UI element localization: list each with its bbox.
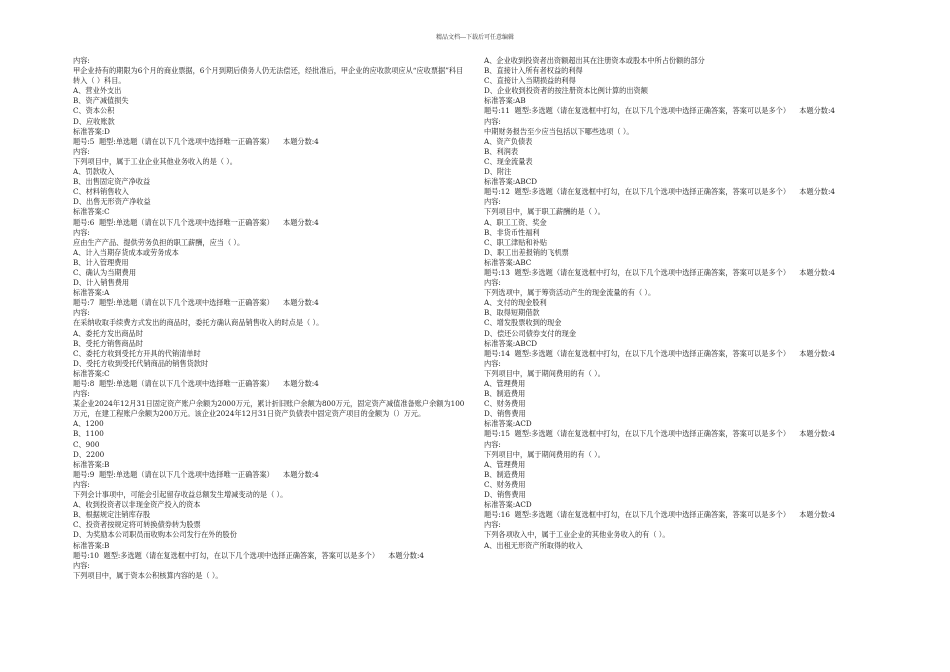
option-line: A、职工工资、奖金: [484, 217, 547, 227]
content-label: 内容:: [73, 479, 90, 489]
option-line: A、委托方发出商品时: [73, 328, 143, 338]
answer-key: 标准答案:ABCD: [484, 177, 538, 187]
left-column: [73, 56, 465, 581]
question-header: 题号:5 题型:单选题（请在以下几个选项中选择唯一正确答案） 本题分数:4: [73, 136, 319, 146]
answer-key: 标准答案:ABCD: [484, 338, 538, 348]
answer-key: 标准答案:B: [73, 540, 110, 550]
option-line: A、计入当期存货成本或劳务成本: [73, 247, 179, 257]
question-text: 甲企业持有的期限为6个月的商业票据，6个月到期后债务人仍无法偿还，经批准后，甲企业的应收款项应从“应收票据”科目转入（ ）科目。: [73, 66, 464, 86]
answer-key: 标准答案:A: [73, 288, 110, 298]
question-header: 题号:15 题型:多选题（请在复选框中打勾，在以下几个选项中选择正确答案，答案可以是多个） 本题分数:4: [484, 429, 835, 439]
content-label: 内容:: [73, 560, 90, 570]
option-line: D、附注: [484, 167, 512, 177]
content-label: 内容:: [484, 358, 501, 368]
option-line: C、资本公积: [73, 106, 115, 116]
option-line: D、出售无形资产净收益: [73, 197, 151, 207]
question-text: 应由生产产品、提供劳务负担的职工薪酬，应当（ ）。: [73, 237, 245, 247]
option-line: C、材料销售收入: [73, 187, 129, 197]
question-text: 下列选项中，属于筹资活动产生的现金流量的有（ ）。: [484, 288, 656, 298]
option-line: B、取得短期借款: [484, 308, 540, 318]
option-line: D、为奖励本公司职员而收购本公司发行在外的股份: [73, 530, 237, 540]
option-line: B、根据规定注销库存股: [73, 510, 151, 520]
question-header: 题号:12 题型:多选题（请在复选框中打勾，在以下几个选项中选择正确答案，答案可以是多个） 本题分数:4: [484, 187, 835, 197]
option-line: C、职工津贴和补贴: [484, 237, 548, 247]
option-line: D、2200: [73, 449, 105, 459]
content-label: 内容:: [73, 56, 90, 65]
option-line: A、资产负债表: [484, 136, 533, 146]
content-label: 内容:: [484, 439, 501, 449]
option-line: C、直接计入当期损益的利得: [484, 76, 576, 86]
option-line: C、委托方收到受托方开具的代销清单时: [73, 348, 201, 358]
option-line: B、受托方销售商品时: [73, 338, 143, 348]
question-header: 题号:13 题型:多选题（请在复选框中打勾，在以下几个选项中选择正确答案，答案可以是多个） 本题分数:4: [484, 267, 835, 277]
content-label: 内容:: [73, 146, 90, 156]
content-label: 内容:: [484, 197, 501, 207]
option-line: D、销售费用: [484, 490, 526, 500]
question-text: 下列项目中，属于资本公积核算内容的是（ ）。: [73, 570, 223, 580]
question-header: 题号:11 题型:多选题（请在复选框中打勾，在以下几个选项中选择正确答案，答案可以是多个） 本题分数:4: [484, 106, 835, 116]
answer-key: 标准答案:B: [73, 459, 110, 469]
option-line: A、营业外支出: [73, 86, 122, 96]
option-line: B、非货币性福利: [484, 227, 540, 237]
question-text: 下列会计事项中，可能会引起留存收益总额发生增减变动的是（ ）。: [73, 490, 288, 500]
option-line: D、企业收到投资者的按注册资本比例计算的出资额: [484, 86, 648, 96]
question-text: 下列项目中，属于职工薪酬的是（ ）。: [484, 207, 605, 217]
option-line: B、1100: [73, 429, 104, 439]
answer-key: 标准答案:ABC: [484, 257, 532, 267]
answer-key: 标准答案:ACD: [484, 419, 532, 429]
question-header: 题号:16 题型:多选题（请在复选框中打勾，在以下几个选项中选择正确答案，答案可以是多个） 本题分数:4: [484, 510, 835, 520]
option-line: B、资产减值损失: [73, 96, 129, 106]
question-header: 题号:6 题型:单选题（请在以下几个选项中选择唯一正确答案） 本题分数:4: [73, 217, 319, 227]
question-text: 下列项目中，属于期间费用的有（ ）。: [484, 449, 605, 459]
option-line: C、增发股票收到的现金: [484, 318, 562, 328]
question-text: 下列各项收入中，属于工业企业的其他业务收入的有（ ）。: [484, 530, 670, 540]
option-line: B、直接计入所有者权益的利得: [484, 66, 583, 76]
answer-key: 标准答案:C: [73, 368, 110, 378]
content-label: 内容:: [73, 227, 90, 237]
option-line: D、计入销售费用: [73, 278, 130, 288]
question-header: 题号:7 题型:单选题（请在以下几个选项中选择唯一正确答案） 本题分数:4: [73, 298, 319, 308]
option-line: D、偿还公司债券支付的现金: [484, 328, 577, 338]
option-line: A、支付的现金股利: [484, 298, 547, 308]
option-line: B、制造费用: [484, 389, 526, 399]
option-line: A、收到投资者以非现金资产投入的资本: [73, 500, 201, 510]
answer-key: 标准答案:C: [73, 207, 110, 217]
answer-key: 标准答案:D: [73, 126, 110, 136]
option-line: B、制造费用: [484, 469, 526, 479]
question-text: 下列项目中，属于工业企业其他业务收入的是（ ）。: [73, 156, 237, 166]
question-header: 题号:10 题型:多选题（请在复选框中打勾，在以下几个选项中选择正确答案，答案可以是多个） 本题分数:4: [73, 550, 424, 560]
option-line: D、受托方收到受托代销商品的销售货款时: [73, 358, 209, 368]
option-line: C、投资者按规定将可转换债券转为股票: [73, 520, 201, 530]
option-line: A、1200: [73, 419, 104, 429]
question-header: 题号:9 题型:单选题（请在以下几个选项中选择唯一正确答案） 本题分数:4: [73, 469, 319, 479]
option-line: D、销售费用: [484, 409, 526, 419]
right-column: [484, 56, 884, 551]
question-text: 下列项目中，属于期间费用的有（ ）。: [484, 368, 605, 378]
page-header: 精品文档---下载后可任意编辑: [435, 34, 515, 41]
option-line: C、现金流量表: [484, 156, 533, 166]
question-header: 题号:8 题型:单选题（请在以下几个选项中选择唯一正确答案） 本题分数:4: [73, 379, 319, 388]
question-text: 某企业2024年12月31日固定资产账户余额为2000万元，累计折旧账户余额为800万元，固定资产减值准备账户余额为100万元，在建工程账户余额为200万元。该企业2024年12月31日资产负债表中固定资产项目的金额为（）万元。: [73, 399, 465, 419]
option-line: D、应收账款: [73, 116, 115, 126]
option-line: A、企业收到投资者出资额超出其在注册资本或股本中所占份额的部分: [484, 56, 705, 65]
question-header: 题号:14 题型:多选题（请在复选框中打勾，在以下几个选项中选择正确答案，答案可以是多个） 本题分数:4: [484, 348, 835, 358]
content-label: 内容:: [484, 278, 501, 288]
option-line: A、罚款收入: [73, 167, 115, 177]
question-text: 在采纳收取手续费方式发出的商品时，委托方确认商品销售收入的时点是（ ）。: [73, 318, 324, 328]
option-line: B、出售固定资产净收益: [73, 177, 151, 187]
option-line: C、财务费用: [484, 399, 526, 409]
option-line: C、财务费用: [484, 479, 526, 489]
content-label: 内容:: [484, 520, 501, 530]
option-line: A、管理费用: [484, 459, 526, 469]
option-line: C、900: [73, 439, 100, 449]
answer-key: 标准答案:ACD: [484, 500, 532, 510]
option-line: B、利润表: [484, 146, 519, 156]
option-line: D、职工出差报销的飞机票: [484, 247, 569, 257]
content-label: 内容:: [484, 116, 501, 126]
option-line: B、计入管理费用: [73, 257, 129, 267]
answer-key: 标准答案:AB: [484, 96, 526, 106]
question-text: 中期财务报告至少应当包括以下哪些选项（ ）。: [484, 126, 634, 136]
option-line: A、出租无形资产所取得的收入: [484, 540, 583, 550]
content-label: 内容:: [73, 308, 90, 318]
option-line: A、管理费用: [484, 379, 526, 388]
content-label: 内容:: [73, 389, 90, 399]
option-line: C、确认为当期费用: [73, 267, 137, 277]
